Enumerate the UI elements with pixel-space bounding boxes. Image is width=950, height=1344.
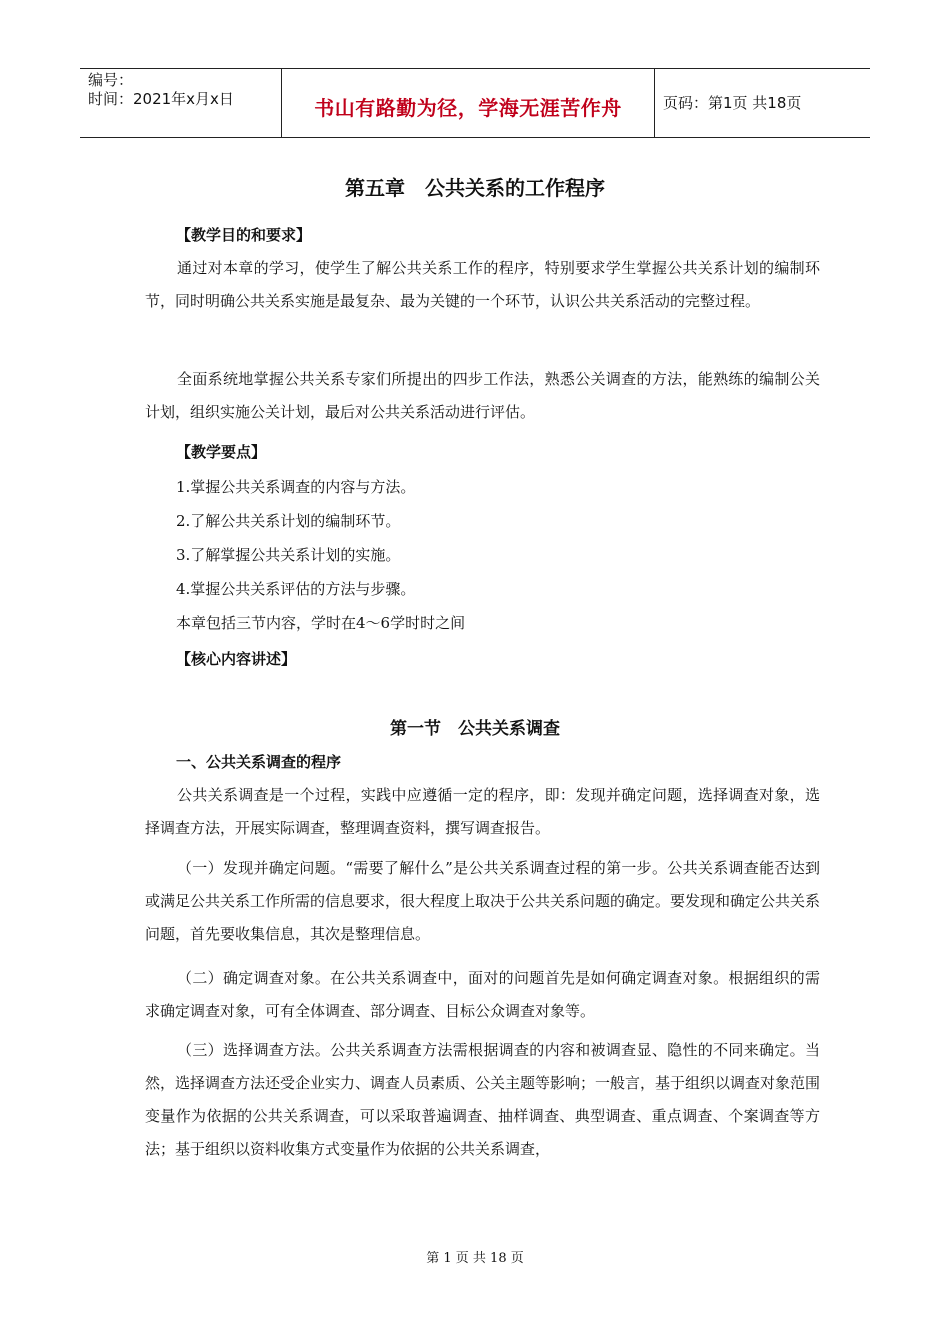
keypoint-item: 4.掌握公共关系评估的方法与步骤。	[176, 580, 416, 598]
hours-note: 本章包括三节内容，学时在4～6学时时之间	[176, 614, 466, 632]
step2-paragraph: （二）确定调查对象。在公共关系调查中，面对的问题首先是如何确定调查对象。根据组织的需求确定调查对象，可有全体调查、部分调查、目标公众调查对象等。	[145, 969, 820, 1020]
header-page-label: 页码：第1页 共18页	[663, 94, 802, 112]
step1-paragraph: （一）发现并确定问题。“需要了解什么”是公共关系调查过程的第一步。公共关系调查能否达到或满足公共关系工作所需的信息要求，很大程度上取决于公共关系问题的确定。要发现和确定公共关系问题，首先要收集信息，其次是整理信息。	[145, 859, 821, 943]
survey-intro-paragraph: 公共关系调查是一个过程，实践中应遵循一定的程序，即：发现并确定问题，选择调查对象，选择调查方法，开展实际调查，整理调查资料，撰写调查报告。	[145, 786, 820, 837]
keypoint-item: 2.了解公共关系计划的编制环节。	[176, 512, 401, 530]
header-page-cell	[654, 69, 870, 137]
page-footer: 第 1 页 共 18 页	[426, 1251, 524, 1266]
header-meta-cell	[80, 69, 280, 137]
heading-keypoints: 【教学要点】	[176, 443, 267, 461]
heading-core-content: 【核心内容讲述】	[176, 650, 297, 668]
header-table	[80, 68, 870, 138]
header-motto-cell	[281, 69, 655, 137]
subheading-survey-procedure: 一、公共关系调查的程序	[176, 753, 342, 771]
header-motto: 书山有路勤为径，学海无涯苦作舟	[314, 96, 622, 120]
keypoint-item: 3.了解掌握公共关系计划的实施。	[176, 546, 401, 564]
chapter-title: 第五章 公共关系的工作程序	[345, 176, 605, 200]
step3-paragraph: （三）选择调查方法。公共关系调查方法需根据调查的内容和被调查显、隐性的不同来确定。当然，选择调查方法还受企业实力、调查人员素质、公关主题等影响；一般言，基于组织以调查对象范围变量作为依据的公共关系调查，可以采取普遍调查、抽样调查、典型调查、重点调查、个案调查等方法；基于组织以资料收集方式变量作为依据的公共关系调查，	[145, 1041, 821, 1158]
document-number-label: 编号：	[88, 71, 134, 89]
document-time-label: 时间：2021年x月x日	[88, 90, 234, 108]
objectives-paragraph-1: 通过对本章的学习，使学生了解公共关系工作的程序，特别要求学生掌握公共关系计划的编制环节，同时明确公共关系实施是最复杂、最为关键的一个环节，认识公共关系活动的完整过程。	[145, 259, 820, 310]
section-title: 第一节 公共关系调查	[390, 719, 560, 739]
heading-objectives: 【教学目的和要求】	[176, 226, 312, 244]
objectives-paragraph-2: 全面系统地掌握公共关系专家们所提出的四步工作法，熟悉公关调查的方法，能熟练的编制公关计划，组织实施公关计划，最后对公共关系活动进行评估。	[145, 370, 820, 421]
keypoint-item: 1.掌握公共关系调查的内容与方法。	[176, 478, 416, 496]
